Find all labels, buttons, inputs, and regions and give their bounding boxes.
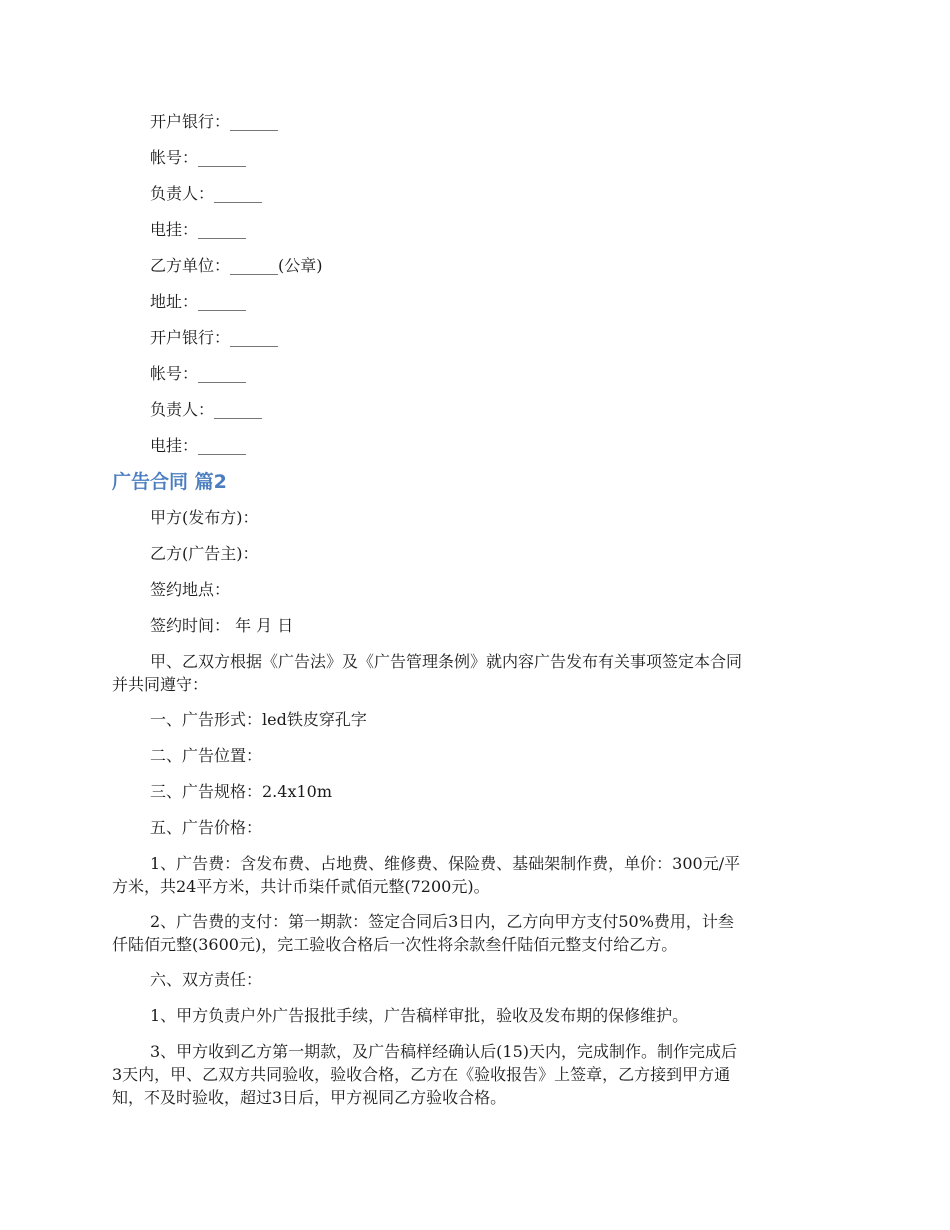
party-a-publisher: 甲方(发布方)： — [150, 508, 259, 527]
party-b-unit: 乙方单位：______(公章) — [150, 256, 323, 275]
party-a-bank: 开户银行：______ — [150, 112, 279, 131]
party-b-phone: 电挂：______ — [150, 436, 247, 455]
section-heading: 广告合同 篇2 — [112, 471, 227, 493]
party-b-address: 地址：______ — [150, 292, 247, 311]
party-b-advertiser: 乙方(广告主)： — [150, 544, 259, 563]
party-a-account: 帐号：______ — [150, 148, 247, 167]
duty-3-paragraph — [112, 1040, 840, 1109]
party-a-phone: 电挂：______ — [150, 220, 247, 239]
ad-form: 一、广告形式：led铁皮穿孔字 — [150, 710, 367, 729]
party-b-bank: 开户银行：______ — [150, 328, 279, 347]
duty-3-line-3: 知，不及时验收，超过3日后，甲方视同乙方验收合格。 — [112, 1088, 507, 1107]
ad-price-title: 五、广告价格： — [150, 818, 263, 837]
price-fee-line-2: 方米，共24平方米，共计币柒仟贰佰元整(7200元)。 — [112, 877, 490, 896]
payment-paragraph — [112, 910, 840, 956]
duty-3-line-2: 3天内，甲、乙双方共同验收，验收合格，乙方在《验收报告》上签章，乙方接到甲方通 — [112, 1065, 731, 1084]
party-a-person-in-charge: 负责人：______ — [150, 184, 263, 203]
duty-1: 1、甲方负责户外广告报批手续，广告稿样审批，验收及发布期的保修维护。 — [150, 1006, 689, 1025]
intro-line-2: 并共同遵守： — [112, 675, 209, 694]
party-b-account: 帐号：______ — [150, 364, 247, 383]
price-fee-paragraph — [112, 852, 840, 898]
duty-3-line-1: 3、甲方收到乙方第一期款，及广告稿样经确认后(15)天内，完成制作。制作完成后 — [150, 1042, 738, 1061]
party-b-person-in-charge: 负责人：______ — [150, 400, 263, 419]
sign-time: 签约时间： 年 月 日 — [150, 616, 294, 635]
payment-line-1: 2、广告费的支付：第一期款：签定合同后3日内，乙方向甲方支付50%费用，计叁 — [150, 912, 734, 931]
ad-spec: 三、广告规格：2.4x10m — [150, 782, 333, 801]
sign-place: 签约地点： — [150, 580, 231, 599]
intro-paragraph — [112, 650, 840, 696]
duties-title: 六、双方责任： — [150, 970, 263, 989]
price-fee-line-1: 1、广告费：含发布费、占地费、维修费、保险费、基础架制作费，单价：300元/平 — [150, 854, 741, 873]
intro-line-1: 甲、乙双方根据《广告法》及《广告管理条例》就内容广告发布有关事项签定本合同 — [150, 652, 743, 671]
ad-location: 二、广告位置： — [150, 746, 263, 765]
payment-line-2: 仟陆佰元整(3600元)，完工验收合格后一次性将余款叁仟陆佰元整支付给乙方。 — [112, 935, 678, 954]
